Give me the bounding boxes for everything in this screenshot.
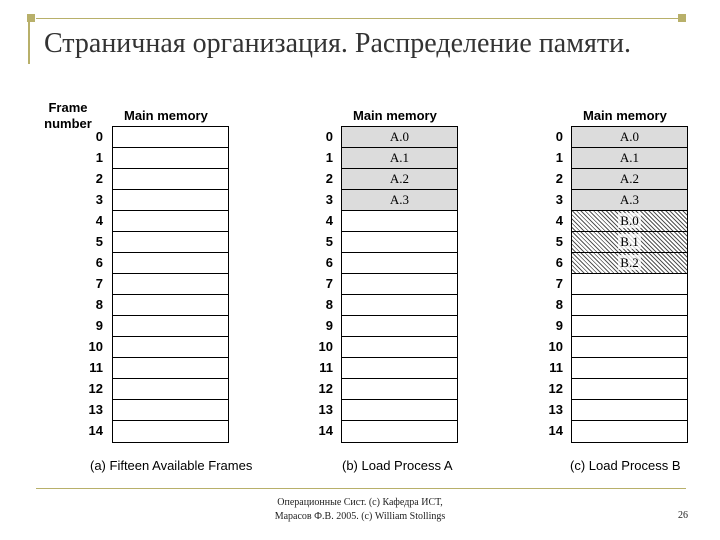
frame-number: 4 (325, 213, 333, 228)
page-label: A.0 (619, 129, 640, 144)
frame-number: 13 (88, 402, 103, 417)
caption-a: (a) Fifteen Available Frames (90, 458, 253, 473)
frame-free (342, 421, 457, 442)
frame-free (342, 274, 457, 295)
frame-free (342, 337, 457, 358)
frame-free (113, 127, 228, 148)
frame-number: 10 (318, 339, 333, 354)
page-label: A.1 (389, 150, 410, 165)
footer-line-1: Операционные Сист. (с) Кафедра ИСТ, (277, 497, 443, 508)
frame-number: 3 (325, 192, 333, 207)
frame-number: 0 (95, 129, 103, 144)
frame-number: 11 (319, 360, 333, 375)
frame-process-a (342, 190, 457, 211)
page-label: B.1 (620, 234, 639, 249)
frame-corner-decoration (678, 14, 686, 22)
frame-free (342, 379, 457, 400)
frame-free (342, 232, 457, 253)
frame-free (572, 358, 687, 379)
frame-number: 3 (95, 192, 103, 207)
frame-number: 6 (555, 255, 563, 270)
frame-header-line-2: number (44, 116, 92, 131)
frame-number: 8 (555, 297, 563, 312)
frame-process-a (572, 148, 687, 169)
page-label: A.2 (389, 171, 410, 186)
frame-number: 9 (555, 318, 563, 333)
frame-number: 1 (95, 150, 103, 165)
frame-number: 6 (325, 255, 333, 270)
frame-number: 7 (555, 276, 563, 291)
frame-number: 14 (88, 423, 103, 438)
frame-free (572, 337, 687, 358)
page-label: B.2 (620, 255, 639, 270)
frame-free (113, 358, 228, 379)
frame-free (113, 400, 228, 421)
frame-free (342, 295, 457, 316)
frame-process-a (572, 127, 687, 148)
frame-free (113, 190, 228, 211)
frame-free (572, 316, 687, 337)
page-label: B.0 (620, 213, 639, 228)
frame-free (572, 274, 687, 295)
frame-free (572, 379, 687, 400)
frame-number: 1 (555, 150, 563, 165)
frame-numbers-a (79, 126, 103, 441)
frame-number: 5 (555, 234, 563, 249)
frame-number: 14 (318, 423, 333, 438)
frame-left-rule (28, 18, 30, 64)
frame-number: 5 (325, 234, 333, 249)
frame-process-a (342, 169, 457, 190)
frame-number: 7 (95, 276, 103, 291)
frame-number: 13 (548, 402, 563, 417)
frame-number: 8 (95, 297, 103, 312)
panel-a-header: Main memory (124, 108, 208, 123)
frame-process-b (572, 232, 687, 253)
footer-line-2: Марасов Ф.В. 2005. (с) William Stollings (274, 511, 446, 522)
frame-process-a (572, 190, 687, 211)
frame-number: 9 (325, 318, 333, 333)
frame-number: 13 (318, 402, 333, 417)
frame-number: 3 (555, 192, 563, 207)
frame-number: 6 (95, 255, 103, 270)
frame-number: 9 (95, 318, 103, 333)
frame-free (572, 421, 687, 442)
frame-free (113, 211, 228, 232)
frame-number: 12 (318, 381, 333, 396)
frame-number: 8 (325, 297, 333, 312)
frame-numbers-b (309, 126, 333, 441)
footer-credits (240, 496, 480, 524)
caption-b: (b) Load Process A (342, 458, 453, 473)
main-memory-a (112, 126, 229, 443)
frame-number: 4 (555, 213, 563, 228)
frame-free (342, 253, 457, 274)
frame-free (113, 379, 228, 400)
frame-number: 2 (555, 171, 563, 186)
frame-free (342, 400, 457, 421)
frame-number: 0 (325, 129, 333, 144)
frame-process-a (342, 127, 457, 148)
frame-free (113, 253, 228, 274)
frame-number: 11 (89, 360, 103, 375)
page-label: A.0 (389, 129, 410, 144)
caption-c: (c) Load Process B (570, 458, 681, 473)
slide-title: Страничная организация. Распределение памяти. (44, 28, 632, 59)
frame-number: 2 (325, 171, 333, 186)
frame-number: 10 (548, 339, 563, 354)
frame-header-line-1: Frame (48, 100, 88, 115)
frame-process-a (572, 169, 687, 190)
frame-free (113, 274, 228, 295)
frame-free (342, 316, 457, 337)
frame-number: 12 (548, 381, 563, 396)
frame-free (113, 295, 228, 316)
frame-number: 11 (549, 360, 563, 375)
frame-free (113, 316, 228, 337)
frame-top-rule (36, 18, 678, 19)
page-label: A.3 (389, 192, 410, 207)
page-label: A.2 (619, 171, 640, 186)
frame-number: 12 (88, 381, 103, 396)
frame-free (572, 295, 687, 316)
panel-c-header: Main memory (583, 108, 667, 123)
frame-free (113, 148, 228, 169)
frame-numbers-c (539, 126, 563, 441)
frame-number: 7 (325, 276, 333, 291)
main-memory-b (341, 126, 458, 443)
frame-number: 5 (95, 234, 103, 249)
frame-process-b (572, 211, 687, 232)
panel-b-header: Main memory (353, 108, 437, 123)
frame-number: 14 (548, 423, 563, 438)
page-label: A.3 (619, 192, 640, 207)
frame-number: 1 (325, 150, 333, 165)
footer-rule (36, 488, 686, 489)
frame-free (113, 337, 228, 358)
frame-free (342, 211, 457, 232)
page-number: 26 (678, 510, 688, 521)
frame-process-a (342, 148, 457, 169)
frame-number: 4 (95, 213, 103, 228)
frame-free (572, 400, 687, 421)
frame-free (342, 358, 457, 379)
main-memory-c (571, 126, 688, 443)
frame-number: 10 (88, 339, 103, 354)
frame-free (113, 232, 228, 253)
frame-process-b (572, 253, 687, 274)
frame-free (113, 421, 228, 442)
frame-number: 0 (555, 129, 563, 144)
frame-free (113, 169, 228, 190)
frame-number: 2 (95, 171, 103, 186)
page-label: A.1 (619, 150, 640, 165)
